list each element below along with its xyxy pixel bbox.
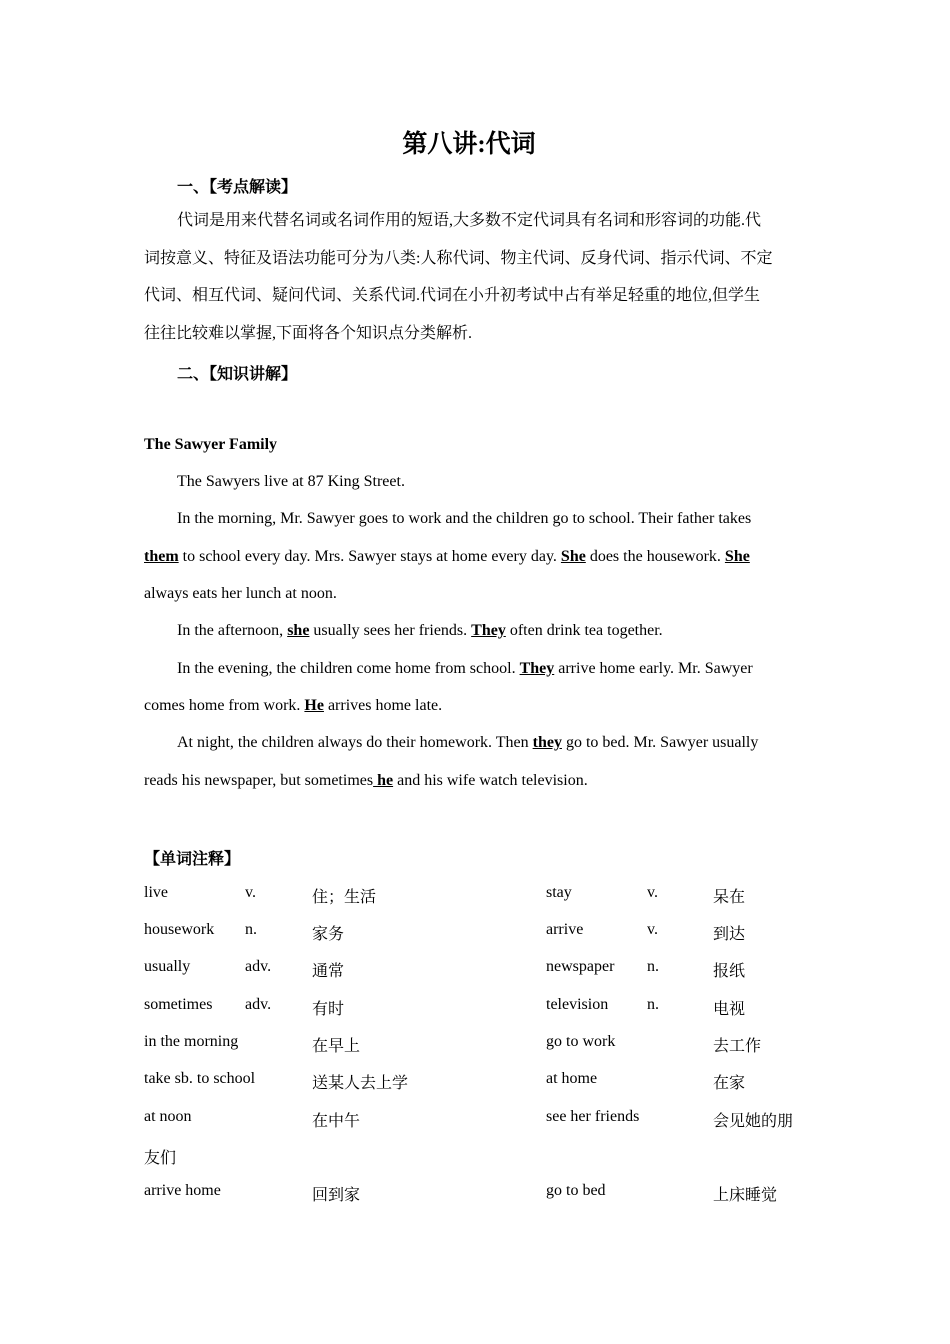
section-heading-knowledge: 二、【知识讲解】 bbox=[177, 366, 298, 383]
vocab-meaning: 有时 bbox=[312, 1001, 345, 1018]
pronoun-highlight: she bbox=[287, 622, 310, 639]
vocab-pos: v. bbox=[647, 884, 658, 901]
pronoun-highlight: he bbox=[373, 772, 394, 789]
vocab-word: newspaper bbox=[546, 958, 615, 975]
story-text: At night, the children always do their homework. Then bbox=[177, 734, 533, 751]
page-title: 第八讲:代词 bbox=[402, 131, 536, 158]
vocab-word: in the morning bbox=[144, 1033, 239, 1050]
story-text: and his wife watch television. bbox=[393, 772, 588, 789]
vocab-word: television bbox=[546, 996, 609, 1013]
intro-line: 词按意义、特征及语法功能可分为八类:人称代词、物主代词、反身代词、指示代词、不定 bbox=[144, 249, 773, 267]
story-line: always eats her lunch at noon. bbox=[144, 585, 337, 602]
vocab-meaning: 电视 bbox=[713, 1001, 746, 1018]
vocab-meaning: 会见她的朋 bbox=[713, 1113, 794, 1130]
pronoun-highlight: She bbox=[724, 548, 750, 565]
section-heading-exam-points: 一、【考点解读】 bbox=[177, 179, 298, 196]
story-line: The Sawyers live at 87 King Street. bbox=[177, 473, 405, 490]
story-line bbox=[177, 622, 663, 640]
story-text: In the afternoon, bbox=[177, 622, 288, 639]
vocab-pos: v. bbox=[647, 921, 658, 938]
story-text: arrive home early. Mr. Sawyer bbox=[554, 660, 753, 677]
vocab-meaning: 住；生活 bbox=[312, 889, 377, 906]
vocab-word: live bbox=[144, 884, 168, 901]
vocab-word: sometimes bbox=[144, 996, 213, 1013]
vocab-heading: 【单词注释】 bbox=[144, 851, 241, 868]
vocab-meaning: 送某人去上学 bbox=[312, 1075, 409, 1092]
vocab-word: see her friends bbox=[546, 1108, 640, 1125]
pronoun-highlight: them bbox=[144, 548, 179, 565]
vocab-meaning: 在中午 bbox=[312, 1113, 361, 1130]
pronoun-highlight: they bbox=[532, 734, 562, 751]
story-text: to school every day. Mrs. Sawyer stays at home every day. bbox=[178, 548, 561, 565]
vocab-pos: adv. bbox=[245, 996, 272, 1013]
pronoun-highlight: She bbox=[560, 548, 586, 565]
pronoun-highlight: They bbox=[519, 660, 555, 677]
vocab-pos: n. bbox=[647, 996, 659, 1013]
story-text: often drink tea together. bbox=[505, 622, 663, 639]
pronoun-highlight: They bbox=[471, 622, 506, 639]
vocab-word: arrive home bbox=[144, 1182, 221, 1199]
vocab-meaning: 家务 bbox=[312, 926, 345, 943]
vocab-word: go to work bbox=[546, 1033, 616, 1050]
vocab-meaning: 报纸 bbox=[713, 963, 746, 980]
intro-line: 往往比较难以掌握,下面将各个知识点分类解析. bbox=[144, 324, 473, 342]
vocab-word: go to bed bbox=[546, 1182, 606, 1199]
intro-paragraph bbox=[144, 202, 804, 352]
vocab-pos: v. bbox=[245, 884, 256, 901]
story-line bbox=[144, 772, 588, 790]
story-line: In the morning, Mr. Sawyer goes to work and the children go to school. Their father takes bbox=[177, 510, 752, 527]
story-title: The Sawyer Family bbox=[144, 436, 278, 453]
story-line bbox=[177, 734, 758, 752]
vocab-meaning: 上床睡觉 bbox=[713, 1187, 778, 1204]
vocab-pos: n. bbox=[245, 921, 257, 938]
story-text: usually sees her friends. bbox=[309, 622, 472, 639]
vocab-word: take sb. to school bbox=[144, 1070, 256, 1087]
intro-line: 代词是用来代替名词或名词作用的短语,大多数不定代词具有名词和形容词的功能.代 bbox=[177, 212, 762, 229]
story-text: In the evening, the children come home from school. bbox=[177, 660, 520, 677]
vocab-meaning-continuation: 友们 bbox=[144, 1150, 177, 1167]
vocab-word: at noon bbox=[144, 1108, 192, 1125]
story-text: arrives home late. bbox=[323, 697, 443, 714]
story-line bbox=[144, 697, 442, 715]
vocab-word: housework bbox=[144, 921, 215, 938]
vocab-meaning: 到达 bbox=[713, 926, 746, 943]
vocab-pos: adv. bbox=[245, 958, 272, 975]
vocab-meaning: 去工作 bbox=[713, 1038, 762, 1055]
vocab-word: stay bbox=[546, 884, 572, 901]
intro-line: 代词、相互代词、疑问代词、关系代词.代词在小升初考试中占有举足轻重的地位,但学生 bbox=[144, 287, 761, 304]
story-text: reads his newspaper, but sometimes bbox=[144, 772, 374, 789]
story-line bbox=[144, 548, 750, 566]
story-line bbox=[177, 660, 753, 678]
vocab-meaning: 回到家 bbox=[312, 1187, 361, 1204]
vocab-meaning: 通常 bbox=[312, 963, 345, 980]
story-text: does the housework. bbox=[585, 548, 725, 565]
vocab-meaning: 呆在 bbox=[713, 889, 746, 906]
vocab-meaning: 在早上 bbox=[312, 1038, 361, 1055]
vocab-word: usually bbox=[144, 958, 191, 975]
vocab-meaning: 在家 bbox=[713, 1075, 746, 1092]
vocab-word: arrive bbox=[546, 921, 584, 938]
story-text: go to bed. Mr. Sawyer usually bbox=[561, 734, 759, 751]
pronoun-highlight: He bbox=[304, 697, 324, 714]
vocab-pos: n. bbox=[647, 958, 659, 975]
story-text: comes home from work. bbox=[144, 697, 305, 714]
vocab-word: at home bbox=[546, 1070, 598, 1087]
